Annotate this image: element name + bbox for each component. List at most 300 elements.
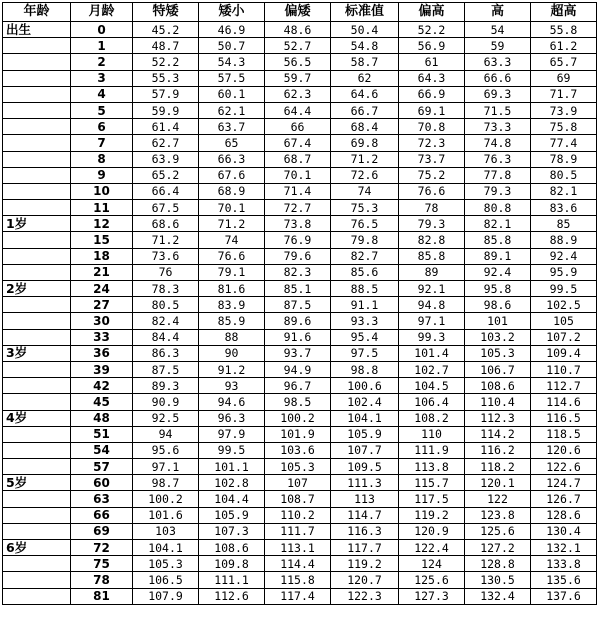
standard-cell: 54.8 bbox=[331, 38, 399, 54]
below-average-cell: 91.6 bbox=[265, 329, 331, 345]
month-cell: 81 bbox=[71, 588, 133, 604]
short-cell: 107.3 bbox=[199, 523, 265, 539]
very-short-cell: 61.4 bbox=[133, 119, 199, 135]
age-cell bbox=[3, 588, 71, 604]
standard-cell: 50.4 bbox=[331, 22, 399, 38]
tall-cell: 54 bbox=[465, 22, 531, 38]
very-short-cell: 106.5 bbox=[133, 572, 199, 588]
above-average-cell: 119.2 bbox=[399, 507, 465, 523]
short-cell: 76.6 bbox=[199, 248, 265, 264]
table-row bbox=[3, 264, 597, 280]
tall-cell: 125.6 bbox=[465, 523, 531, 539]
age-cell bbox=[3, 86, 71, 102]
standard-cell: 111.3 bbox=[331, 475, 399, 491]
below-average-cell: 64.4 bbox=[265, 102, 331, 118]
month-cell: 72 bbox=[71, 540, 133, 556]
below-average-cell: 68.7 bbox=[265, 151, 331, 167]
above-average-cell: 97.1 bbox=[399, 313, 465, 329]
very-tall-cell: 128.6 bbox=[531, 507, 597, 523]
table-row bbox=[3, 22, 597, 38]
age-cell bbox=[3, 102, 71, 118]
standard-cell: 117.7 bbox=[331, 540, 399, 556]
standard-cell: 100.6 bbox=[331, 378, 399, 394]
month-cell: 5 bbox=[71, 102, 133, 118]
very-short-cell: 57.9 bbox=[133, 86, 199, 102]
tall-cell: 112.3 bbox=[465, 410, 531, 426]
tall-cell: 73.3 bbox=[465, 119, 531, 135]
very-short-cell: 107.9 bbox=[133, 588, 199, 604]
below-average-cell: 85.1 bbox=[265, 281, 331, 297]
very-short-cell: 62.7 bbox=[133, 135, 199, 151]
above-average-cell: 70.8 bbox=[399, 119, 465, 135]
above-average-cell: 89 bbox=[399, 264, 465, 280]
month-cell: 63 bbox=[71, 491, 133, 507]
very-short-cell: 105.3 bbox=[133, 556, 199, 572]
below-average-cell: 66 bbox=[265, 119, 331, 135]
table-row bbox=[3, 523, 597, 539]
table-row bbox=[3, 232, 597, 248]
above-average-cell: 104.5 bbox=[399, 378, 465, 394]
above-average-cell: 92.1 bbox=[399, 281, 465, 297]
very-short-cell: 98.7 bbox=[133, 475, 199, 491]
header-short: 矮小 bbox=[199, 3, 265, 22]
very-short-cell: 104.1 bbox=[133, 540, 199, 556]
header-month: 月龄 bbox=[71, 3, 133, 22]
above-average-cell: 111.9 bbox=[399, 442, 465, 458]
short-cell: 91.2 bbox=[199, 361, 265, 377]
above-average-cell: 66.9 bbox=[399, 86, 465, 102]
month-cell: 36 bbox=[71, 345, 133, 361]
short-cell: 60.1 bbox=[199, 86, 265, 102]
age-cell bbox=[3, 459, 71, 475]
below-average-cell: 94.9 bbox=[265, 361, 331, 377]
age-cell bbox=[3, 507, 71, 523]
tall-cell: 76.3 bbox=[465, 151, 531, 167]
standard-cell: 68.4 bbox=[331, 119, 399, 135]
age-cell bbox=[3, 200, 71, 216]
tall-cell: 110.4 bbox=[465, 394, 531, 410]
tall-cell: 89.1 bbox=[465, 248, 531, 264]
table-row bbox=[3, 329, 597, 345]
below-average-cell: 70.1 bbox=[265, 167, 331, 183]
below-average-cell: 72.7 bbox=[265, 200, 331, 216]
tall-cell: 118.2 bbox=[465, 459, 531, 475]
month-cell: 66 bbox=[71, 507, 133, 523]
standard-cell: 66.7 bbox=[331, 102, 399, 118]
very-short-cell: 97.1 bbox=[133, 459, 199, 475]
very-tall-cell: 78.9 bbox=[531, 151, 597, 167]
month-cell: 8 bbox=[71, 151, 133, 167]
short-cell: 68.9 bbox=[199, 183, 265, 199]
table-row bbox=[3, 442, 597, 458]
very-tall-cell: 55.8 bbox=[531, 22, 597, 38]
tall-cell: 82.1 bbox=[465, 216, 531, 232]
very-tall-cell: 130.4 bbox=[531, 523, 597, 539]
table-row bbox=[3, 540, 597, 556]
very-short-cell: 73.6 bbox=[133, 248, 199, 264]
very-short-cell: 63.9 bbox=[133, 151, 199, 167]
below-average-cell: 98.5 bbox=[265, 394, 331, 410]
standard-cell: 93.3 bbox=[331, 313, 399, 329]
standard-cell: 120.7 bbox=[331, 572, 399, 588]
very-tall-cell: 135.6 bbox=[531, 572, 597, 588]
header-above-average: 偏高 bbox=[399, 3, 465, 22]
very-tall-cell: 83.6 bbox=[531, 200, 597, 216]
very-tall-cell: 92.4 bbox=[531, 248, 597, 264]
table-row bbox=[3, 151, 597, 167]
standard-cell: 72.6 bbox=[331, 167, 399, 183]
below-average-cell: 93.7 bbox=[265, 345, 331, 361]
age-cell bbox=[3, 119, 71, 135]
standard-cell: 107.7 bbox=[331, 442, 399, 458]
tall-cell: 103.2 bbox=[465, 329, 531, 345]
below-average-cell: 52.7 bbox=[265, 38, 331, 54]
age-cell bbox=[3, 248, 71, 264]
age-cell bbox=[3, 38, 71, 54]
short-cell: 65 bbox=[199, 135, 265, 151]
tall-cell: 130.5 bbox=[465, 572, 531, 588]
tall-cell: 66.6 bbox=[465, 70, 531, 86]
very-tall-cell: 95.9 bbox=[531, 264, 597, 280]
month-cell: 24 bbox=[71, 281, 133, 297]
above-average-cell: 73.7 bbox=[399, 151, 465, 167]
above-average-cell: 122.4 bbox=[399, 540, 465, 556]
month-cell: 69 bbox=[71, 523, 133, 539]
header-row bbox=[3, 3, 597, 22]
very-tall-cell: 71.7 bbox=[531, 86, 597, 102]
table-row bbox=[3, 345, 597, 361]
age-cell: 1岁 bbox=[3, 216, 71, 232]
table-row bbox=[3, 281, 597, 297]
below-average-cell: 48.6 bbox=[265, 22, 331, 38]
below-average-cell: 87.5 bbox=[265, 297, 331, 313]
short-cell: 67.6 bbox=[199, 167, 265, 183]
table-row bbox=[3, 200, 597, 216]
age-cell bbox=[3, 297, 71, 313]
table-row bbox=[3, 119, 597, 135]
short-cell: 101.1 bbox=[199, 459, 265, 475]
below-average-cell: 105.3 bbox=[265, 459, 331, 475]
very-short-cell: 101.6 bbox=[133, 507, 199, 523]
age-cell: 出生 bbox=[3, 22, 71, 38]
standard-cell: 104.1 bbox=[331, 410, 399, 426]
month-cell: 0 bbox=[71, 22, 133, 38]
age-cell bbox=[3, 523, 71, 539]
very-tall-cell: 61.2 bbox=[531, 38, 597, 54]
age-cell bbox=[3, 361, 71, 377]
short-cell: 93 bbox=[199, 378, 265, 394]
below-average-cell: 76.9 bbox=[265, 232, 331, 248]
month-cell: 1 bbox=[71, 38, 133, 54]
tall-cell: 92.4 bbox=[465, 264, 531, 280]
standard-cell: 62 bbox=[331, 70, 399, 86]
age-cell bbox=[3, 151, 71, 167]
tall-cell: 63.3 bbox=[465, 54, 531, 70]
short-cell: 96.3 bbox=[199, 410, 265, 426]
above-average-cell: 110 bbox=[399, 426, 465, 442]
standard-cell: 102.4 bbox=[331, 394, 399, 410]
month-cell: 51 bbox=[71, 426, 133, 442]
month-cell: 18 bbox=[71, 248, 133, 264]
very-short-cell: 87.5 bbox=[133, 361, 199, 377]
short-cell: 99.5 bbox=[199, 442, 265, 458]
standard-cell: 74 bbox=[331, 183, 399, 199]
short-cell: 54.3 bbox=[199, 54, 265, 70]
below-average-cell: 71.4 bbox=[265, 183, 331, 199]
above-average-cell: 82.8 bbox=[399, 232, 465, 248]
table-row bbox=[3, 588, 597, 604]
below-average-cell: 67.4 bbox=[265, 135, 331, 151]
table-body bbox=[3, 22, 597, 605]
age-cell bbox=[3, 70, 71, 86]
very-tall-cell: 137.6 bbox=[531, 588, 597, 604]
short-cell: 57.5 bbox=[199, 70, 265, 86]
standard-cell: 105.9 bbox=[331, 426, 399, 442]
standard-cell: 113 bbox=[331, 491, 399, 507]
age-cell bbox=[3, 313, 71, 329]
above-average-cell: 94.8 bbox=[399, 297, 465, 313]
short-cell: 81.6 bbox=[199, 281, 265, 297]
header-very-tall: 超高 bbox=[531, 3, 597, 22]
month-cell: 12 bbox=[71, 216, 133, 232]
table-row bbox=[3, 475, 597, 491]
standard-cell: 95.4 bbox=[331, 329, 399, 345]
month-cell: 78 bbox=[71, 572, 133, 588]
age-cell bbox=[3, 264, 71, 280]
tall-cell: 69.3 bbox=[465, 86, 531, 102]
above-average-cell: 124 bbox=[399, 556, 465, 572]
below-average-cell: 110.2 bbox=[265, 507, 331, 523]
month-cell: 33 bbox=[71, 329, 133, 345]
tall-cell: 101 bbox=[465, 313, 531, 329]
above-average-cell: 115.7 bbox=[399, 475, 465, 491]
table-row bbox=[3, 572, 597, 588]
standard-cell: 75.3 bbox=[331, 200, 399, 216]
below-average-cell: 56.5 bbox=[265, 54, 331, 70]
above-average-cell: 99.3 bbox=[399, 329, 465, 345]
age-cell bbox=[3, 378, 71, 394]
age-cell: 3岁 bbox=[3, 345, 71, 361]
table-row bbox=[3, 459, 597, 475]
very-short-cell: 82.4 bbox=[133, 313, 199, 329]
short-cell: 111.1 bbox=[199, 572, 265, 588]
tall-cell: 74.8 bbox=[465, 135, 531, 151]
very-short-cell: 78.3 bbox=[133, 281, 199, 297]
tall-cell: 123.8 bbox=[465, 507, 531, 523]
below-average-cell: 100.2 bbox=[265, 410, 331, 426]
month-cell: 54 bbox=[71, 442, 133, 458]
very-tall-cell: 132.1 bbox=[531, 540, 597, 556]
month-cell: 7 bbox=[71, 135, 133, 151]
very-short-cell: 65.2 bbox=[133, 167, 199, 183]
above-average-cell: 52.2 bbox=[399, 22, 465, 38]
month-cell: 3 bbox=[71, 70, 133, 86]
table-row bbox=[3, 102, 597, 118]
table-row bbox=[3, 313, 597, 329]
standard-cell: 97.5 bbox=[331, 345, 399, 361]
short-cell: 62.1 bbox=[199, 102, 265, 118]
above-average-cell: 85.8 bbox=[399, 248, 465, 264]
above-average-cell: 120.9 bbox=[399, 523, 465, 539]
short-cell: 46.9 bbox=[199, 22, 265, 38]
very-short-cell: 76 bbox=[133, 264, 199, 280]
very-tall-cell: 120.6 bbox=[531, 442, 597, 458]
short-cell: 112.6 bbox=[199, 588, 265, 604]
age-cell bbox=[3, 572, 71, 588]
very-tall-cell: 107.2 bbox=[531, 329, 597, 345]
age-cell bbox=[3, 394, 71, 410]
age-cell bbox=[3, 183, 71, 199]
short-cell: 88 bbox=[199, 329, 265, 345]
below-average-cell: 107 bbox=[265, 475, 331, 491]
table-row bbox=[3, 378, 597, 394]
standard-cell: 82.7 bbox=[331, 248, 399, 264]
age-cell: 2岁 bbox=[3, 281, 71, 297]
table-row bbox=[3, 216, 597, 232]
very-tall-cell: 126.7 bbox=[531, 491, 597, 507]
below-average-cell: 73.8 bbox=[265, 216, 331, 232]
age-cell bbox=[3, 167, 71, 183]
very-tall-cell: 124.7 bbox=[531, 475, 597, 491]
very-tall-cell: 80.5 bbox=[531, 167, 597, 183]
month-cell: 27 bbox=[71, 297, 133, 313]
standard-cell: 88.5 bbox=[331, 281, 399, 297]
below-average-cell: 96.7 bbox=[265, 378, 331, 394]
table-row bbox=[3, 86, 597, 102]
above-average-cell: 102.7 bbox=[399, 361, 465, 377]
very-tall-cell: 105 bbox=[531, 313, 597, 329]
below-average-cell: 113.1 bbox=[265, 540, 331, 556]
very-tall-cell: 110.7 bbox=[531, 361, 597, 377]
age-cell bbox=[3, 491, 71, 507]
short-cell: 63.7 bbox=[199, 119, 265, 135]
short-cell: 85.9 bbox=[199, 313, 265, 329]
tall-cell: 116.2 bbox=[465, 442, 531, 458]
very-short-cell: 89.3 bbox=[133, 378, 199, 394]
height-standard-table bbox=[2, 2, 597, 605]
standard-cell: 98.8 bbox=[331, 361, 399, 377]
above-average-cell: 69.1 bbox=[399, 102, 465, 118]
below-average-cell: 114.4 bbox=[265, 556, 331, 572]
above-average-cell: 64.3 bbox=[399, 70, 465, 86]
standard-cell: 85.6 bbox=[331, 264, 399, 280]
below-average-cell: 101.9 bbox=[265, 426, 331, 442]
table-row bbox=[3, 491, 597, 507]
tall-cell: 71.5 bbox=[465, 102, 531, 118]
table-row bbox=[3, 183, 597, 199]
tall-cell: 79.3 bbox=[465, 183, 531, 199]
very-tall-cell: 65.7 bbox=[531, 54, 597, 70]
short-cell: 83.9 bbox=[199, 297, 265, 313]
standard-cell: 76.5 bbox=[331, 216, 399, 232]
above-average-cell: 125.6 bbox=[399, 572, 465, 588]
standard-cell: 71.2 bbox=[331, 151, 399, 167]
very-tall-cell: 118.5 bbox=[531, 426, 597, 442]
very-short-cell: 100.2 bbox=[133, 491, 199, 507]
very-short-cell: 55.3 bbox=[133, 70, 199, 86]
table-row bbox=[3, 556, 597, 572]
tall-cell: 120.1 bbox=[465, 475, 531, 491]
above-average-cell: 56.9 bbox=[399, 38, 465, 54]
short-cell: 105.9 bbox=[199, 507, 265, 523]
standard-cell: 116.3 bbox=[331, 523, 399, 539]
very-short-cell: 86.3 bbox=[133, 345, 199, 361]
very-short-cell: 92.5 bbox=[133, 410, 199, 426]
below-average-cell: 115.8 bbox=[265, 572, 331, 588]
short-cell: 90 bbox=[199, 345, 265, 361]
short-cell: 50.7 bbox=[199, 38, 265, 54]
above-average-cell: 127.3 bbox=[399, 588, 465, 604]
age-cell bbox=[3, 232, 71, 248]
tall-cell: 77.8 bbox=[465, 167, 531, 183]
age-cell bbox=[3, 54, 71, 70]
month-cell: 15 bbox=[71, 232, 133, 248]
table-row bbox=[3, 426, 597, 442]
tall-cell: 59 bbox=[465, 38, 531, 54]
tall-cell: 95.8 bbox=[465, 281, 531, 297]
very-tall-cell: 133.8 bbox=[531, 556, 597, 572]
table-row bbox=[3, 361, 597, 377]
very-short-cell: 48.7 bbox=[133, 38, 199, 54]
tall-cell: 127.2 bbox=[465, 540, 531, 556]
very-tall-cell: 99.5 bbox=[531, 281, 597, 297]
standard-cell: 114.7 bbox=[331, 507, 399, 523]
month-cell: 6 bbox=[71, 119, 133, 135]
above-average-cell: 76.6 bbox=[399, 183, 465, 199]
below-average-cell: 89.6 bbox=[265, 313, 331, 329]
very-short-cell: 52.2 bbox=[133, 54, 199, 70]
age-cell: 4岁 bbox=[3, 410, 71, 426]
short-cell: 79.1 bbox=[199, 264, 265, 280]
below-average-cell: 62.3 bbox=[265, 86, 331, 102]
very-short-cell: 95.6 bbox=[133, 442, 199, 458]
month-cell: 2 bbox=[71, 54, 133, 70]
very-short-cell: 66.4 bbox=[133, 183, 199, 199]
month-cell: 11 bbox=[71, 200, 133, 216]
tall-cell: 122 bbox=[465, 491, 531, 507]
above-average-cell: 72.3 bbox=[399, 135, 465, 151]
tall-cell: 114.2 bbox=[465, 426, 531, 442]
short-cell: 94.6 bbox=[199, 394, 265, 410]
table-row bbox=[3, 394, 597, 410]
above-average-cell: 108.2 bbox=[399, 410, 465, 426]
header-below-average: 偏矮 bbox=[265, 3, 331, 22]
very-tall-cell: 77.4 bbox=[531, 135, 597, 151]
short-cell: 109.8 bbox=[199, 556, 265, 572]
month-cell: 57 bbox=[71, 459, 133, 475]
tall-cell: 132.4 bbox=[465, 588, 531, 604]
tall-cell: 108.6 bbox=[465, 378, 531, 394]
age-cell bbox=[3, 426, 71, 442]
tall-cell: 105.3 bbox=[465, 345, 531, 361]
short-cell: 66.3 bbox=[199, 151, 265, 167]
standard-cell: 122.3 bbox=[331, 588, 399, 604]
header-standard: 标准值 bbox=[331, 3, 399, 22]
above-average-cell: 75.2 bbox=[399, 167, 465, 183]
very-tall-cell: 116.5 bbox=[531, 410, 597, 426]
standard-cell: 119.2 bbox=[331, 556, 399, 572]
table-row bbox=[3, 167, 597, 183]
below-average-cell: 59.7 bbox=[265, 70, 331, 86]
short-cell: 97.9 bbox=[199, 426, 265, 442]
very-short-cell: 94 bbox=[133, 426, 199, 442]
very-tall-cell: 75.8 bbox=[531, 119, 597, 135]
tall-cell: 106.7 bbox=[465, 361, 531, 377]
short-cell: 74 bbox=[199, 232, 265, 248]
month-cell: 21 bbox=[71, 264, 133, 280]
age-cell: 5岁 bbox=[3, 475, 71, 491]
month-cell: 9 bbox=[71, 167, 133, 183]
